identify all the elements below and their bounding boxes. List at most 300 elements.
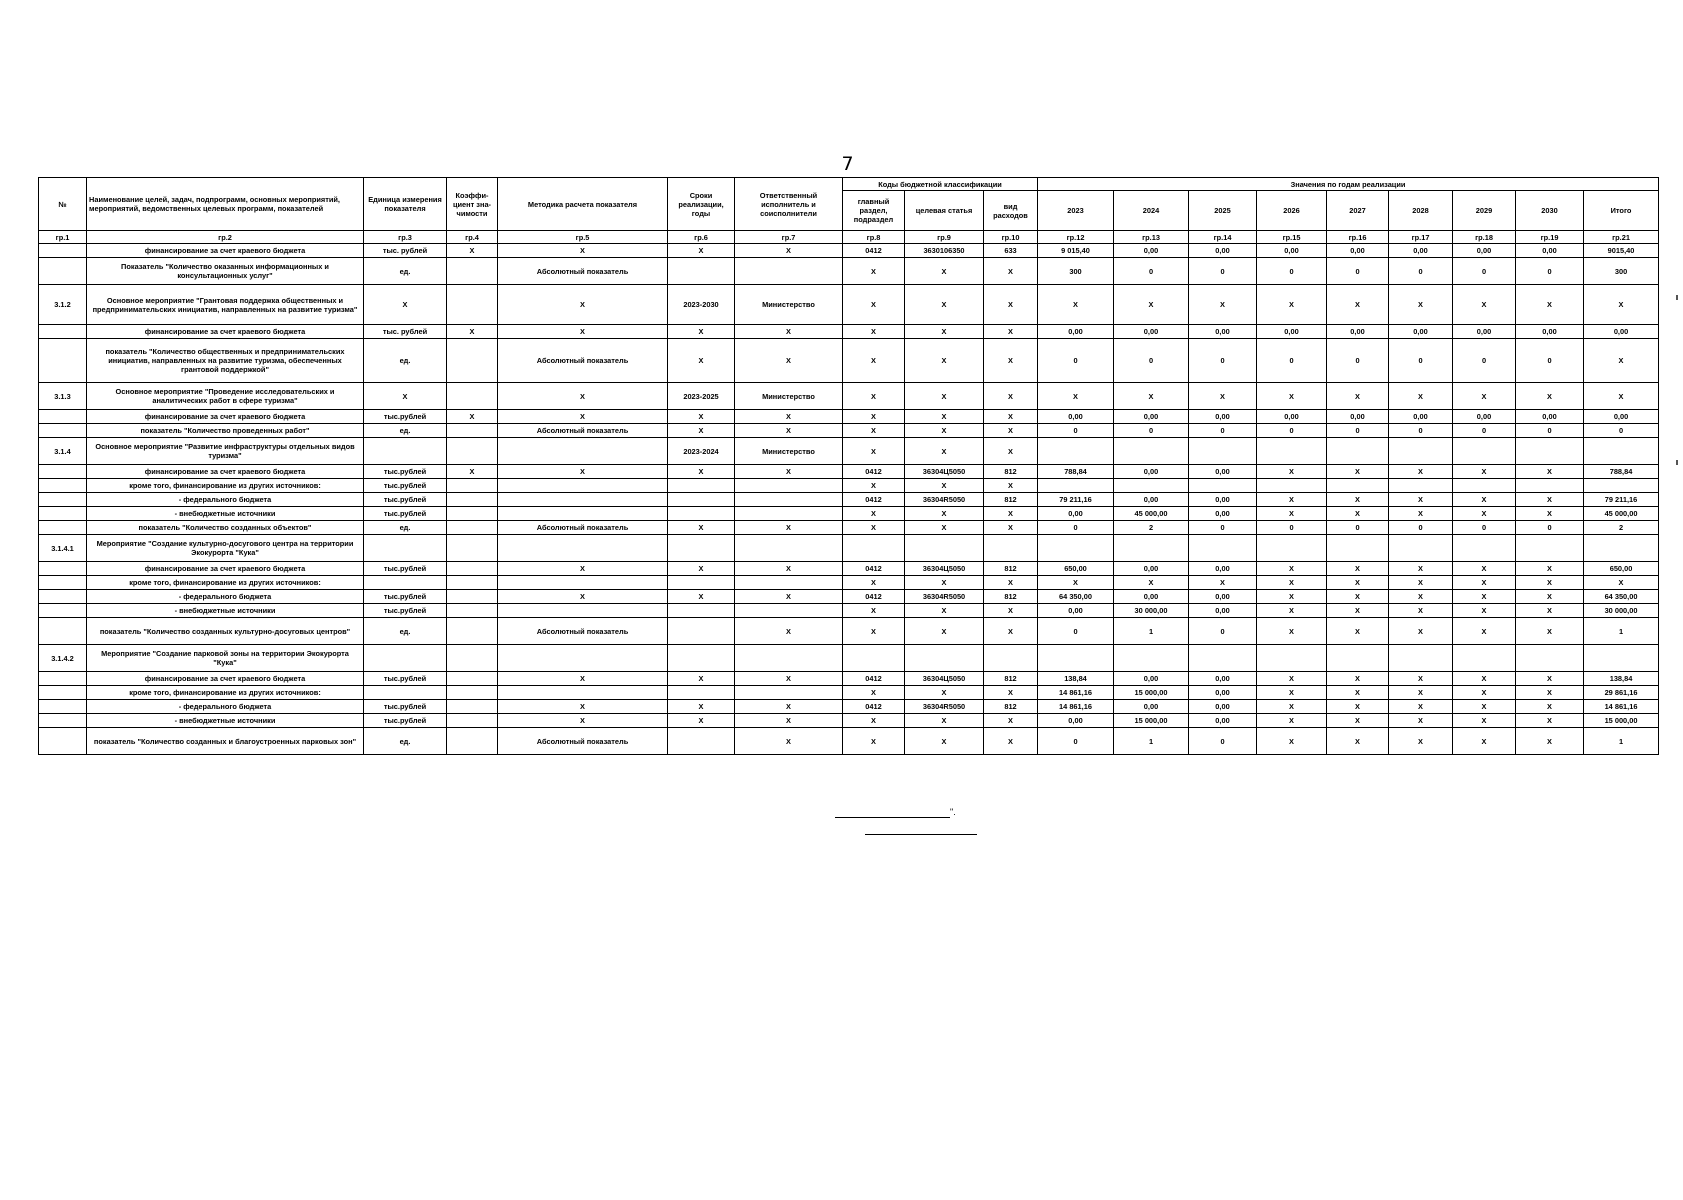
row-year-value xyxy=(1327,479,1389,493)
row-terms: 2023-2024 xyxy=(668,438,735,465)
row-year-value: 0 xyxy=(1389,339,1453,383)
row-year-value: Х xyxy=(1453,576,1516,590)
row-year-value: 0 xyxy=(1327,521,1389,535)
header-year-2028: 2028 xyxy=(1389,191,1453,231)
row-year-value: Х xyxy=(1389,285,1453,325)
row-code-type: Х xyxy=(984,576,1038,590)
row-unit: тыс. рублей xyxy=(364,244,447,258)
row-number xyxy=(39,244,87,258)
row-name: Показатель "Количество оказанных информационных и консультационных услуг" xyxy=(87,258,364,285)
row-code-section xyxy=(843,535,905,562)
row-total: Х xyxy=(1584,383,1659,410)
table-row xyxy=(39,535,1659,562)
row-code-article: 36304Ц5050 xyxy=(905,465,984,479)
row-name: - федерального бюджета xyxy=(87,493,364,507)
row-year-value: Х xyxy=(1327,686,1389,700)
row-year-value: Х xyxy=(1257,590,1327,604)
row-number: 3.1.4 xyxy=(39,438,87,465)
table-row xyxy=(39,576,1659,590)
row-code-section: Х xyxy=(843,521,905,535)
row-year-value: Х xyxy=(1453,714,1516,728)
row-number xyxy=(39,507,87,521)
group-label: гр.21 xyxy=(1584,231,1659,244)
row-total: 30 000,00 xyxy=(1584,604,1659,618)
row-year-value: 0 xyxy=(1389,521,1453,535)
row-year-value: Х xyxy=(1516,493,1584,507)
row-number xyxy=(39,576,87,590)
row-code-section: Х xyxy=(843,479,905,493)
row-code-section: 0412 xyxy=(843,700,905,714)
row-year-value: Х xyxy=(1453,507,1516,521)
row-year-value: 0,00 xyxy=(1257,410,1327,424)
scan-mark xyxy=(1676,460,1678,465)
row-year-value: 0 xyxy=(1189,258,1257,285)
group-label: гр.1 xyxy=(39,231,87,244)
row-terms: Х xyxy=(668,590,735,604)
group-label: гр.3 xyxy=(364,231,447,244)
row-year-value xyxy=(1114,438,1189,465)
row-coef xyxy=(447,535,498,562)
row-unit: тыс.рублей xyxy=(364,590,447,604)
row-responsible xyxy=(735,479,843,493)
group-label-row xyxy=(39,231,1659,244)
table-row xyxy=(39,258,1659,285)
row-year-value: Х xyxy=(1327,507,1389,521)
row-number xyxy=(39,672,87,686)
row-year-value: 0,00 xyxy=(1189,604,1257,618)
row-year-value: 0 xyxy=(1189,339,1257,383)
row-year-value: Х xyxy=(1516,507,1584,521)
row-code-section: Х xyxy=(843,424,905,438)
row-year-value: 0 xyxy=(1038,424,1114,438)
row-responsible: Х xyxy=(735,465,843,479)
row-coef xyxy=(447,507,498,521)
row-year-value: Х xyxy=(1327,700,1389,714)
row-year-value: 0 xyxy=(1038,728,1114,755)
row-number xyxy=(39,479,87,493)
row-unit: тыс.рублей xyxy=(364,493,447,507)
row-terms xyxy=(668,258,735,285)
row-year-value: Х xyxy=(1453,285,1516,325)
row-responsible: Министерство xyxy=(735,438,843,465)
row-year-value: Х xyxy=(1257,507,1327,521)
row-code-article xyxy=(905,535,984,562)
row-year-value: Х xyxy=(1389,576,1453,590)
row-method: Х xyxy=(498,465,668,479)
row-name: Основное мероприятие "Проведение исследовательских и аналитических работ в сфере туризма" xyxy=(87,383,364,410)
row-code-section: Х xyxy=(843,714,905,728)
row-code-type: 812 xyxy=(984,590,1038,604)
row-responsible: Х xyxy=(735,590,843,604)
row-year-value: 0,00 xyxy=(1038,507,1114,521)
header-coef: Коэффи-циент зна-чимости xyxy=(447,178,498,231)
row-method: Х xyxy=(498,562,668,576)
row-number xyxy=(39,258,87,285)
row-year-value: 0 xyxy=(1516,339,1584,383)
row-code-type: Х xyxy=(984,438,1038,465)
row-responsible: Х xyxy=(735,714,843,728)
row-method xyxy=(498,686,668,700)
row-year-value xyxy=(1516,479,1584,493)
table-row xyxy=(39,507,1659,521)
row-method: Х xyxy=(498,672,668,686)
row-code-type: 812 xyxy=(984,700,1038,714)
row-year-value: 0,00 xyxy=(1189,590,1257,604)
row-year-value: 0 xyxy=(1257,424,1327,438)
row-year-value: 0 xyxy=(1389,424,1453,438)
group-label: гр.14 xyxy=(1189,231,1257,244)
row-name: - внебюджетные источники xyxy=(87,714,364,728)
row-year-value: 45 000,00 xyxy=(1114,507,1189,521)
row-name: финансирование за счет краевого бюджета xyxy=(87,465,364,479)
row-year-value xyxy=(1516,535,1584,562)
group-label: гр.6 xyxy=(668,231,735,244)
header-year-2030: 2030 xyxy=(1516,191,1584,231)
row-year-value: Х xyxy=(1038,383,1114,410)
row-year-value: Х xyxy=(1453,383,1516,410)
row-year-value: Х xyxy=(1453,465,1516,479)
row-year-value: 0,00 xyxy=(1114,590,1189,604)
row-code-article: 36304Ц5050 xyxy=(905,672,984,686)
row-number: 3.1.3 xyxy=(39,383,87,410)
table-row xyxy=(39,714,1659,728)
row-total: 29 861,16 xyxy=(1584,686,1659,700)
row-year-value xyxy=(1453,535,1516,562)
row-code-article: Х xyxy=(905,410,984,424)
row-code-type: Х xyxy=(984,383,1038,410)
row-code-section: 0412 xyxy=(843,244,905,258)
row-year-value: Х xyxy=(1257,285,1327,325)
row-terms xyxy=(668,604,735,618)
row-coef xyxy=(447,618,498,645)
row-year-value: 0,00 xyxy=(1114,562,1189,576)
row-coef xyxy=(447,700,498,714)
row-code-type: 633 xyxy=(984,244,1038,258)
row-year-value: 0,00 xyxy=(1038,604,1114,618)
row-code-type: 812 xyxy=(984,465,1038,479)
header-name: Наименование целей, задач, подпрограмм, основных мероприятий, мероприятий, ведомственных целевых программ, показателей xyxy=(87,178,364,231)
row-year-value: Х xyxy=(1257,465,1327,479)
row-year-value: 0,00 xyxy=(1516,244,1584,258)
row-year-value: Х xyxy=(1389,604,1453,618)
row-year-value: Х xyxy=(1516,728,1584,755)
row-year-value: 0,00 xyxy=(1038,325,1114,339)
row-unit xyxy=(364,686,447,700)
table-row xyxy=(39,590,1659,604)
header-method: Методика расчета показателя xyxy=(498,178,668,231)
row-coef xyxy=(447,576,498,590)
row-method: Х xyxy=(498,714,668,728)
header-code-article: целевая статья xyxy=(905,191,984,231)
row-responsible: Х xyxy=(735,244,843,258)
row-code-article: Х xyxy=(905,383,984,410)
row-name: финансирование за счет краевого бюджета xyxy=(87,244,364,258)
row-year-value: Х xyxy=(1114,576,1189,590)
group-label: гр.8 xyxy=(843,231,905,244)
row-responsible xyxy=(735,576,843,590)
row-unit: тыс.рублей xyxy=(364,714,447,728)
row-terms: Х xyxy=(668,410,735,424)
row-year-value: 0,00 xyxy=(1327,410,1389,424)
row-coef xyxy=(447,604,498,618)
row-unit: тыс.рублей xyxy=(364,562,447,576)
row-code-section: Х xyxy=(843,618,905,645)
table-row xyxy=(39,465,1659,479)
header-unit: Единица измерения показателя xyxy=(364,178,447,231)
row-code-article: Х xyxy=(905,285,984,325)
row-year-value: 30 000,00 xyxy=(1114,604,1189,618)
row-unit: ед. xyxy=(364,258,447,285)
row-year-value: Х xyxy=(1389,714,1453,728)
row-responsible: Х xyxy=(735,672,843,686)
row-method: Абсолютный показатель xyxy=(498,618,668,645)
row-year-value: Х xyxy=(1389,383,1453,410)
row-code-article: 3630106350 xyxy=(905,244,984,258)
row-total: 64 350,00 xyxy=(1584,590,1659,604)
row-responsible xyxy=(735,604,843,618)
row-year-value: 0 xyxy=(1516,258,1584,285)
row-unit: ед. xyxy=(364,521,447,535)
row-year-value: Х xyxy=(1257,576,1327,590)
row-responsible: Х xyxy=(735,339,843,383)
row-total xyxy=(1584,535,1659,562)
row-year-value xyxy=(1327,438,1389,465)
row-year-value: Х xyxy=(1453,493,1516,507)
row-year-value: 0,00 xyxy=(1389,325,1453,339)
row-code-article: Х xyxy=(905,618,984,645)
row-name: кроме того, финансирование из других источников: xyxy=(87,576,364,590)
row-year-value: Х xyxy=(1389,465,1453,479)
row-year-value: Х xyxy=(1389,507,1453,521)
table-row xyxy=(39,728,1659,755)
row-year-value: 650,00 xyxy=(1038,562,1114,576)
row-method xyxy=(498,604,668,618)
header-budget-codes: Коды бюджетной классификации xyxy=(843,178,1038,191)
row-year-value: 0,00 xyxy=(1189,493,1257,507)
row-terms: Х xyxy=(668,244,735,258)
row-code-section: Х xyxy=(843,604,905,618)
row-year-value: Х xyxy=(1453,562,1516,576)
row-total: Х xyxy=(1584,576,1659,590)
row-year-value: Х xyxy=(1516,562,1584,576)
row-year-value: Х xyxy=(1257,618,1327,645)
row-year-value xyxy=(1038,479,1114,493)
row-code-article: Х xyxy=(905,728,984,755)
row-responsible xyxy=(735,493,843,507)
row-year-value: Х xyxy=(1453,686,1516,700)
row-number xyxy=(39,714,87,728)
row-code-article: Х xyxy=(905,714,984,728)
row-year-value: 64 350,00 xyxy=(1038,590,1114,604)
row-method: Абсолютный показатель xyxy=(498,728,668,755)
row-name: кроме того, финансирование из других источников: xyxy=(87,479,364,493)
row-year-value: 15 000,00 xyxy=(1114,714,1189,728)
group-label: гр.13 xyxy=(1114,231,1189,244)
row-terms: Х xyxy=(668,672,735,686)
row-unit: тыс.рублей xyxy=(364,465,447,479)
row-method: Х xyxy=(498,383,668,410)
row-code-section: Х xyxy=(843,258,905,285)
row-method: Абсолютный показатель xyxy=(498,339,668,383)
row-year-value: 0,00 xyxy=(1453,410,1516,424)
table-header xyxy=(39,178,1659,244)
row-unit: ед. xyxy=(364,424,447,438)
row-number xyxy=(39,728,87,755)
row-year-value: Х xyxy=(1453,700,1516,714)
row-year-value xyxy=(1114,479,1189,493)
row-year-value: 0,00 xyxy=(1114,493,1189,507)
row-unit: тыс. рублей xyxy=(364,325,447,339)
group-label: гр.2 xyxy=(87,231,364,244)
table-row xyxy=(39,672,1659,686)
row-coef xyxy=(447,258,498,285)
row-name: Основное мероприятие "Грантовая поддержка общественных и предпринимательских инициатив, направленных на развитие туризма" xyxy=(87,285,364,325)
row-code-section: Х xyxy=(843,285,905,325)
footer-mark: ". xyxy=(950,807,956,817)
row-code-article: Х xyxy=(905,438,984,465)
row-coef xyxy=(447,686,498,700)
row-responsible xyxy=(735,645,843,672)
row-method: Абсолютный показатель xyxy=(498,258,668,285)
footer-line xyxy=(835,817,950,818)
row-code-article: 36304R5050 xyxy=(905,700,984,714)
row-code-type: Х xyxy=(984,258,1038,285)
row-coef xyxy=(447,714,498,728)
row-year-value xyxy=(1389,479,1453,493)
row-year-value: Х xyxy=(1389,686,1453,700)
row-year-value xyxy=(1516,438,1584,465)
row-year-value: Х xyxy=(1327,383,1389,410)
row-name: - федерального бюджета xyxy=(87,590,364,604)
row-terms: Х xyxy=(668,521,735,535)
row-year-value: 0 xyxy=(1257,339,1327,383)
row-unit: ед. xyxy=(364,728,447,755)
row-year-value: 0,00 xyxy=(1114,700,1189,714)
row-year-value: 2 xyxy=(1114,521,1189,535)
row-year-value: 0,00 xyxy=(1453,325,1516,339)
table-row xyxy=(39,244,1659,258)
row-terms: Х xyxy=(668,424,735,438)
row-code-type: Х xyxy=(984,339,1038,383)
row-year-value: 0,00 xyxy=(1189,465,1257,479)
row-number: 3.1.4.1 xyxy=(39,535,87,562)
row-code-section: 0412 xyxy=(843,672,905,686)
table-row xyxy=(39,618,1659,645)
row-unit xyxy=(364,438,447,465)
row-code-article: Х xyxy=(905,686,984,700)
row-year-value: 0 xyxy=(1453,424,1516,438)
row-year-value: 0,00 xyxy=(1516,325,1584,339)
row-year-value: Х xyxy=(1038,576,1114,590)
table-body xyxy=(39,244,1659,755)
row-year-value xyxy=(1453,645,1516,672)
row-year-value: Х xyxy=(1327,728,1389,755)
table-row xyxy=(39,285,1659,325)
row-year-value xyxy=(1189,438,1257,465)
row-terms xyxy=(668,479,735,493)
row-coef xyxy=(447,383,498,410)
row-name: - федерального бюджета xyxy=(87,700,364,714)
row-code-article: 36304Ц5050 xyxy=(905,562,984,576)
row-code-type: 812 xyxy=(984,562,1038,576)
row-year-value: 0,00 xyxy=(1189,686,1257,700)
row-year-value: Х xyxy=(1327,618,1389,645)
row-coef xyxy=(447,479,498,493)
row-number xyxy=(39,410,87,424)
row-number xyxy=(39,604,87,618)
row-total: 0,00 xyxy=(1584,325,1659,339)
row-year-value: Х xyxy=(1516,285,1584,325)
row-year-value: 0,00 xyxy=(1038,410,1114,424)
row-responsible xyxy=(735,686,843,700)
row-code-type: Х xyxy=(984,424,1038,438)
row-unit: тыс.рублей xyxy=(364,410,447,424)
program-table xyxy=(38,177,1659,755)
row-year-value: Х xyxy=(1516,465,1584,479)
group-label: гр.17 xyxy=(1389,231,1453,244)
row-code-article: Х xyxy=(905,339,984,383)
row-code-article: 36304R5050 xyxy=(905,590,984,604)
row-year-value: 0,00 xyxy=(1114,465,1189,479)
row-terms: 2023-2030 xyxy=(668,285,735,325)
row-year-value: 0,00 xyxy=(1114,325,1189,339)
row-total xyxy=(1584,645,1659,672)
row-year-value xyxy=(1114,645,1189,672)
row-year-value: Х xyxy=(1257,700,1327,714)
row-year-value: 0 xyxy=(1257,521,1327,535)
row-year-value: Х xyxy=(1516,383,1584,410)
row-year-value: 0,00 xyxy=(1189,700,1257,714)
header-year-2026: 2026 xyxy=(1257,191,1327,231)
row-unit: ед. xyxy=(364,618,447,645)
group-label: гр.18 xyxy=(1453,231,1516,244)
row-terms xyxy=(668,686,735,700)
row-code-type: Х xyxy=(984,604,1038,618)
row-unit xyxy=(364,535,447,562)
row-total: 300 xyxy=(1584,258,1659,285)
table-row xyxy=(39,339,1659,383)
row-unit: тыс.рублей xyxy=(364,479,447,493)
row-year-value: Х xyxy=(1516,604,1584,618)
row-year-value: Х xyxy=(1327,672,1389,686)
table-row xyxy=(39,325,1659,339)
header-year-2027: 2027 xyxy=(1327,191,1389,231)
row-number xyxy=(39,521,87,535)
row-year-value: 0,00 xyxy=(1389,244,1453,258)
row-terms: Х xyxy=(668,465,735,479)
row-year-value: Х xyxy=(1389,728,1453,755)
row-year-value: Х xyxy=(1453,728,1516,755)
row-terms xyxy=(668,645,735,672)
row-terms xyxy=(668,618,735,645)
row-year-value xyxy=(1453,479,1516,493)
row-year-value: 0,00 xyxy=(1257,325,1327,339)
row-year-value: Х xyxy=(1257,383,1327,410)
row-year-value: Х xyxy=(1453,618,1516,645)
row-method xyxy=(498,479,668,493)
row-year-value: 0,00 xyxy=(1516,410,1584,424)
group-label: гр.4 xyxy=(447,231,498,244)
row-number xyxy=(39,590,87,604)
row-terms: Х xyxy=(668,562,735,576)
row-year-value: 0 xyxy=(1453,521,1516,535)
row-coef xyxy=(447,285,498,325)
group-label: гр.9 xyxy=(905,231,984,244)
row-year-value: Х xyxy=(1189,383,1257,410)
row-year-value: Х xyxy=(1257,672,1327,686)
row-year-value xyxy=(1257,438,1327,465)
row-responsible: Х xyxy=(735,325,843,339)
